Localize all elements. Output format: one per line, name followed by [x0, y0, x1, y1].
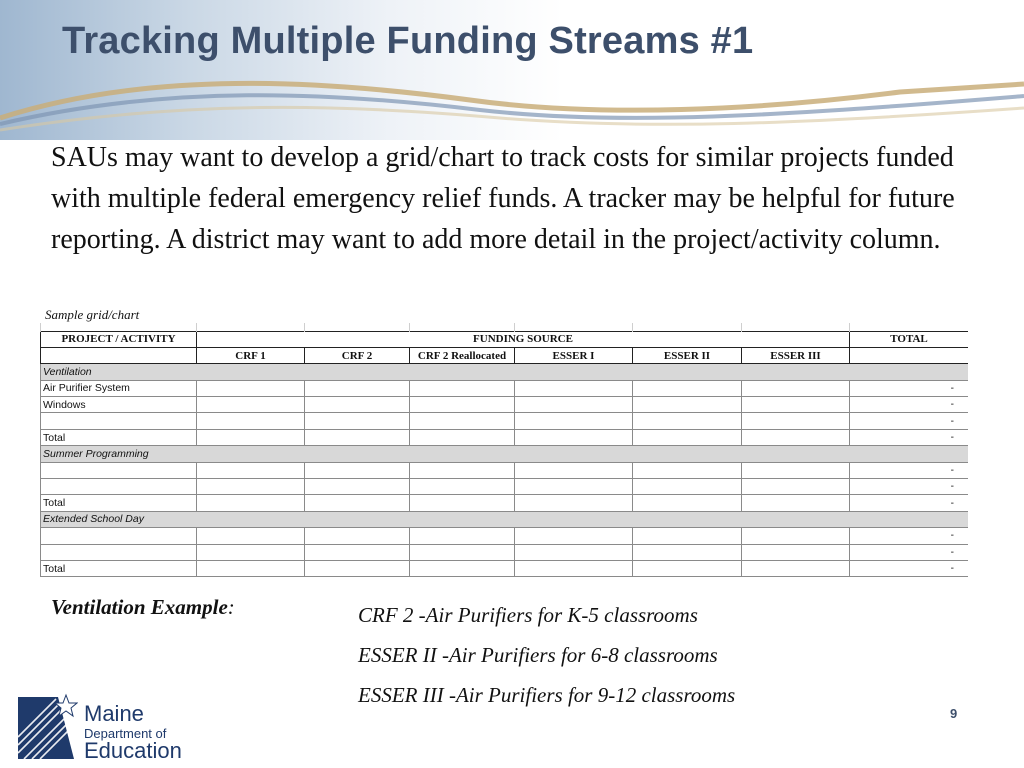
- total-cell: -: [850, 429, 969, 445]
- spacer-cell: [410, 323, 515, 331]
- amount-cell: [410, 495, 515, 511]
- amount-cell: [515, 528, 633, 544]
- funding-grid: [40, 323, 968, 581]
- activity-cell: [41, 479, 197, 495]
- amount-cell: [410, 560, 515, 576]
- subheader-blank: [41, 347, 197, 363]
- slide-title: Tracking Multiple Funding Streams #1: [62, 20, 754, 62]
- logo-line-department: Department of: [84, 726, 167, 741]
- section-row: [41, 511, 969, 527]
- amount-cell: [742, 413, 850, 429]
- amount-cell: [515, 462, 633, 478]
- amount-cell: [410, 544, 515, 560]
- amount-cell: [515, 544, 633, 560]
- table-row: [41, 528, 969, 544]
- amount-cell: [515, 495, 633, 511]
- amount-cell: [305, 380, 410, 396]
- example-label-text: Ventilation Example: [51, 595, 228, 619]
- spacer-cell: [742, 323, 850, 331]
- column-header: ESSER III: [742, 347, 850, 363]
- grid-caption: Sample grid/chart: [45, 307, 140, 322]
- amount-cell: [305, 429, 410, 445]
- amount-cell: [410, 528, 515, 544]
- column-header: CRF 2: [305, 347, 410, 363]
- grid-header-row: [41, 331, 969, 347]
- table-row: [41, 397, 969, 413]
- logo-line-maine: Maine: [84, 701, 144, 726]
- spacer-cell: [515, 323, 633, 331]
- total-cell: -: [850, 544, 969, 560]
- amount-cell: [742, 397, 850, 413]
- column-header: ESSER I: [515, 347, 633, 363]
- spacer-cell: [41, 323, 197, 331]
- section-row: [41, 364, 969, 380]
- total-row: [41, 560, 969, 576]
- amount-cell: [742, 495, 850, 511]
- amount-cell: [305, 413, 410, 429]
- total-cell: -: [850, 495, 969, 511]
- section-name: Ventilation: [41, 364, 969, 380]
- amount-cell: [633, 560, 742, 576]
- column-header: ESSER II: [633, 347, 742, 363]
- amount-cell: [515, 397, 633, 413]
- amount-cell: [633, 380, 742, 396]
- activity-cell: [41, 462, 197, 478]
- spacer-cell: [305, 323, 410, 331]
- amount-cell: [305, 397, 410, 413]
- amount-cell: [633, 495, 742, 511]
- maine-doe-logo: [14, 693, 214, 761]
- amount-cell: [515, 429, 633, 445]
- amount-cell: [515, 380, 633, 396]
- total-cell: -: [850, 560, 969, 576]
- example-label-colon: :: [227, 595, 235, 619]
- total-cell: -: [850, 397, 969, 413]
- amount-cell: [742, 462, 850, 478]
- header-project-activity: PROJECT / ACTIVITY: [41, 331, 197, 347]
- amount-cell: [305, 528, 410, 544]
- logo-line-education: Education: [84, 738, 182, 763]
- activity-cell: [41, 544, 197, 560]
- example-lines: [358, 595, 735, 715]
- total-cell: -: [850, 479, 969, 495]
- amount-cell: [515, 560, 633, 576]
- amount-cell: [633, 544, 742, 560]
- table-row: [41, 479, 969, 495]
- amount-cell: [305, 560, 410, 576]
- amount-cell: [305, 479, 410, 495]
- example-line: CRF 2 -Air Purifiers for K-5 classrooms: [358, 603, 698, 627]
- amount-cell: [742, 528, 850, 544]
- amount-cell: [742, 560, 850, 576]
- subheader-total-blank: [850, 347, 969, 363]
- amount-cell: [197, 560, 305, 576]
- spacer-cell: [633, 323, 742, 331]
- header-funding-source: FUNDING SOURCE: [197, 331, 850, 347]
- amount-cell: [410, 397, 515, 413]
- spacer-cell: [850, 323, 969, 331]
- table-row: [41, 413, 969, 429]
- activity-cell: Windows: [41, 397, 197, 413]
- funding-table: [40, 323, 968, 577]
- amount-cell: [197, 479, 305, 495]
- activity-cell: [41, 528, 197, 544]
- activity-cell: Total: [41, 429, 197, 445]
- spacer-cell: [197, 323, 305, 331]
- section-row: [41, 446, 969, 462]
- amount-cell: [410, 462, 515, 478]
- total-cell: -: [850, 528, 969, 544]
- activity-cell: Air Purifier System: [41, 380, 197, 396]
- amount-cell: [410, 413, 515, 429]
- example-label: [51, 595, 235, 620]
- amount-cell: [197, 495, 305, 511]
- amount-cell: [410, 479, 515, 495]
- amount-cell: [305, 462, 410, 478]
- amount-cell: [305, 495, 410, 511]
- total-cell: -: [850, 413, 969, 429]
- amount-cell: [742, 429, 850, 445]
- grid-subheader-row: [41, 347, 969, 363]
- amount-cell: [197, 462, 305, 478]
- amount-cell: [197, 429, 305, 445]
- amount-cell: [633, 413, 742, 429]
- logo-wordmark: [84, 703, 182, 762]
- table-row: [41, 380, 969, 396]
- amount-cell: [633, 462, 742, 478]
- amount-cell: [197, 544, 305, 560]
- amount-cell: [515, 479, 633, 495]
- activity-cell: Total: [41, 560, 197, 576]
- activity-cell: Total: [41, 495, 197, 511]
- amount-cell: [305, 544, 410, 560]
- table-row: [41, 462, 969, 478]
- section-name: Summer Programming: [41, 446, 969, 462]
- grid-spacer-row: [41, 323, 969, 331]
- amount-cell: [633, 397, 742, 413]
- amount-cell: [633, 479, 742, 495]
- total-row: [41, 429, 969, 445]
- page-number: 9: [950, 706, 958, 721]
- amount-cell: [197, 528, 305, 544]
- total-cell: -: [850, 380, 969, 396]
- total-row: [41, 495, 969, 511]
- amount-cell: [515, 413, 633, 429]
- amount-cell: [197, 380, 305, 396]
- intro-paragraph: SAUs may want to develop a grid/chart to track costs for similar projects funded with multiple federal emergency relief funds. A tracker may be helpful for future reporting. A district may want to add more detail in the project/activity column.: [51, 142, 955, 255]
- column-header: CRF 2 Reallocated: [410, 347, 515, 363]
- amount-cell: [742, 544, 850, 560]
- table-row: [41, 544, 969, 560]
- amount-cell: [742, 479, 850, 495]
- amount-cell: [197, 413, 305, 429]
- column-header: CRF 1: [197, 347, 305, 363]
- amount-cell: [633, 528, 742, 544]
- example-line: ESSER II -Air Purifiers for 6-8 classrooms: [358, 643, 718, 667]
- section-name: Extended School Day: [41, 511, 969, 527]
- maine-star-emblem-icon: [14, 693, 78, 759]
- amount-cell: [633, 429, 742, 445]
- example-line: ESSER III -Air Purifiers for 9-12 classrooms: [358, 683, 736, 707]
- amount-cell: [197, 397, 305, 413]
- amount-cell: [410, 380, 515, 396]
- amount-cell: [410, 429, 515, 445]
- activity-cell: [41, 413, 197, 429]
- header-total: TOTAL: [850, 331, 969, 347]
- amount-cell: [742, 380, 850, 396]
- total-cell: -: [850, 462, 969, 478]
